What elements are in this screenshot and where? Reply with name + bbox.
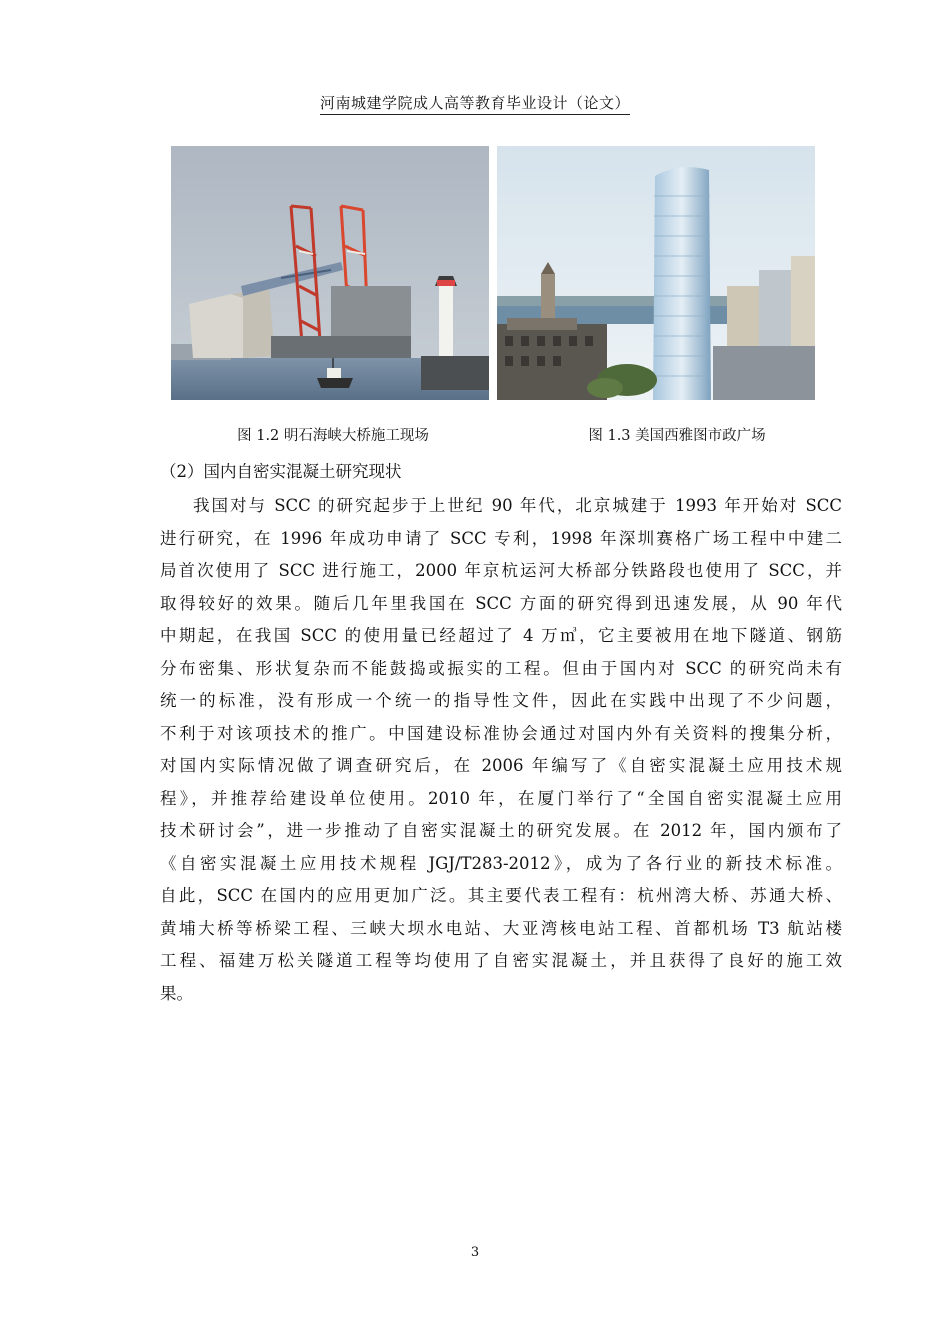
- paragraph-line: 技术研讨会”，进一步推动了自密实混凝土的研究发展。在 2012 年，国内颁布了: [160, 821, 842, 840]
- paragraph-line: 工程、福建万松关隧道工程等均使用了自密实混凝土，并且获得了良好的施工效: [160, 951, 842, 970]
- figure-caption-1-3: 图 1.3 美国西雅图市政广场: [588, 428, 766, 444]
- paragraph-line: 《自密实混凝土应用技术规程 JGJ/T283-2012》，成为了各行业的新技术标准。: [160, 853, 842, 873]
- paragraph-line: 程》，并推荐给建设单位使用。2010 年，在厦门举行了“全国自密实混凝土应用: [160, 788, 842, 808]
- header-title: 河南城建学院成人高等教育毕业设计（论文）: [320, 94, 630, 115]
- paragraph-line: 黄埔大桥等桥梁工程、三峡大坝水电站、大亚湾核电站工程、首都机场 T3 航站楼: [160, 918, 842, 938]
- figure-seattle-tower: [497, 146, 815, 400]
- paragraph-line: 果。: [160, 983, 193, 1003]
- bridge-construction-photo: [171, 146, 489, 400]
- figure-caption-1-2: 图 1.2 明石海峡大桥施工现场: [237, 428, 429, 444]
- paragraph-line: 取得较好的效果。随后几年里我国在 SCC 方面的研究得到迅速发展，从 90 年代: [160, 593, 842, 613]
- paragraph-line: 我国对与 SCC 的研究起步于上世纪 90 年代，北京城建于 1993 年开始对 SCC: [193, 496, 842, 515]
- paragraph-line: 分布密集、形状复杂而不能鼓捣或振实的工程。但由于国内对 SCC 的研究尚未有: [160, 658, 842, 678]
- page-number: 3: [470, 1245, 480, 1260]
- section-heading: （2）国内自密实混凝土研究现状: [160, 462, 402, 481]
- seattle-skyscraper-photo: [497, 146, 815, 400]
- figure-bridge-construction: [171, 146, 489, 400]
- paragraph-line: 局首次使用了 SCC 进行施工，2000 年京杭运河大桥部分铁路段也使用了 SCC，并: [160, 561, 842, 580]
- paragraph-line: 自此，SCC 在国内的应用更加广泛。其主要代表工程有：杭州湾大桥、苏通大桥、: [160, 886, 842, 905]
- paragraph-line: 对国内实际情况做了调查研究后，在 2006 年编写了《自密实混凝土应用技术规: [160, 756, 842, 775]
- body-paragraph: [160, 490, 842, 1010]
- paragraph-line: 进行研究，在 1996 年成功申请了 SCC 专利，1998 年深圳赛格广场工程中中建二: [160, 528, 842, 548]
- paragraph-line: 中期起，在我国 SCC 的使用量已经超过了 4 万㎥，它主要被用在地下隧道、钢筋: [160, 626, 842, 645]
- paragraph-line: 统一的标准，没有形成一个统一的指导性文件，因此在实践中出现了不少问题，: [160, 691, 842, 710]
- page-header: [0, 92, 950, 113]
- paragraph-line: 不利于对该项技术的推广。中国建设标准协会通过对国内外有关资料的搜集分析，: [160, 723, 842, 743]
